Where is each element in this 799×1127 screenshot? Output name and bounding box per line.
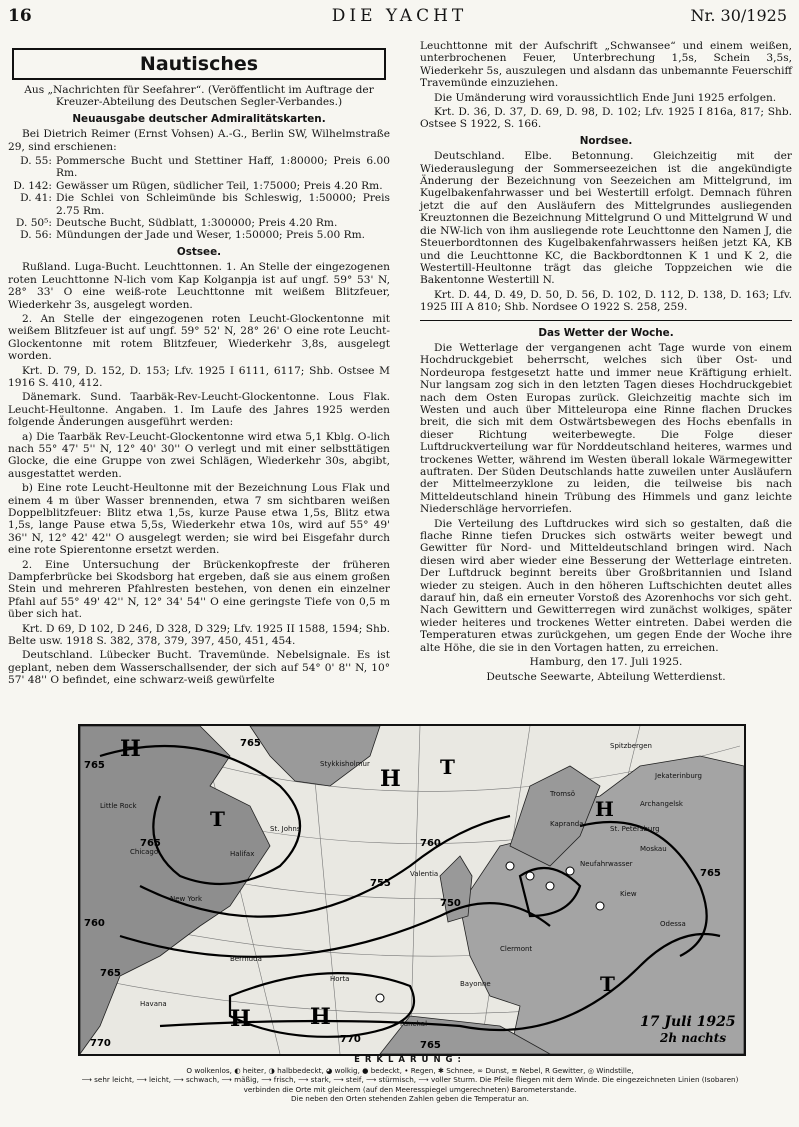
place-name: Valentia — [410, 870, 439, 878]
land-north-america — [80, 726, 270, 1054]
pressure-label: H — [310, 1004, 331, 1030]
place-name: Spitzbergen — [610, 742, 652, 750]
station-marker — [546, 882, 554, 890]
isobar-value: 765 — [100, 968, 121, 979]
place-name: Tromsö — [550, 790, 576, 798]
place-name: St. Petersburg — [610, 825, 660, 833]
chart-desc: Gewässer um Rügen, südlicher Teil, 1:75000; Preis 4.20 Rm. — [56, 179, 383, 192]
heading-charts: Neuausgabe deutscher Admiralitätskarten. — [72, 112, 326, 125]
paragraph: 2. Eine Untersuchung der Brückenkopfreste der früheren Dampferbrücke bei Skodsborg hat ergeben, daß sie aus einem großen Stein und mehreren Pfahlresten bestehen, von denen ein einzelner Pfahl auf 55° 49' 42'' N, 12° 34' 54'' O eine geringste Tiefe von 0,5 m über sich hat. — [8, 558, 390, 621]
paragraph: Leuchttonne mit der Aufschrift „Schwansee“ und einem weißen, unterbrochenen Feuer, Unterbrechung 1,5s, Schein 3,5s, Wiederkehr 5s, auszulegen und alsdann das unbemannte Feuerschiff Travemünde einzuziehen. — [420, 40, 792, 90]
place-name: Neufahrwasser — [580, 860, 633, 868]
isobar-value: 750 — [440, 898, 461, 909]
charts-intro: Bei Dietrich Reimer (Ernst Vohsen) A.-G., Berlin SW, Wilhelmstraße 29, sind erschienen: — [8, 128, 390, 153]
list-item — [8, 180, 390, 192]
intro-text: Aus „Nachrichten für Seefahrer“. (Veröffentlicht im Auftrage der Kreuzer-Abteilung des Deutschen Segler-Verbandes.) — [24, 84, 374, 109]
chart-key: D. 142: — [13, 179, 52, 192]
heading-nordsee: Nordsee. — [579, 134, 633, 147]
chart-list — [8, 155, 390, 242]
place-name: Archangelsk — [640, 800, 683, 808]
place-name: Bayonne — [460, 980, 491, 988]
place-name: Odessa — [660, 920, 686, 928]
map-legend — [78, 1056, 742, 1104]
pressure-label: H — [595, 797, 614, 821]
dateline: Hamburg, den 17. Juli 1925. — [529, 656, 683, 669]
land-britain — [440, 856, 472, 922]
list-item — [8, 192, 390, 217]
divider — [420, 320, 792, 321]
weather-map — [78, 724, 746, 1056]
heading-ostsee: Ostsee. — [176, 245, 222, 258]
isobar-value: 765 — [140, 838, 161, 849]
place-name: New York — [170, 895, 203, 903]
pressure-label: T — [440, 755, 455, 779]
paragraph: 2. An Stelle der eingezogenen roten Leucht-Glockentonne mit weißem Blitzfeuer ist auf ungf. 59° 52' N, 28° 26' O eine rote Leucht-Glockentonne mit rotem Blitzfeuer, Wiederkehr 3,8s, ausgelegt worden. — [8, 312, 390, 363]
left-column — [8, 48, 390, 689]
paragraph: Die Verteilung des Luftdruckes wird sich so gestalten, daß die flache Rinne tiefen Druckes sich ostwärts weiter bewegt und Gewitter für Nord- und Mitteldeutschland bringen wird. Nach diesen wird aber wieder eine Besserung der Wetterlage eintreten. Der Luftdruck beginnt bereits über Großbritannien und Island wieder zu steigen. Auch in den höheren Luftschichten deutet alles darauf hin, daß ein erneuter Vorstoß des Azorenhochs vor sich geht. Nach Gewittern und Gewitterregen wird zunächst wolkiges, später wieder heiteres und trockenes Wetter eintreten. Dabei werden die Temperaturen etwas zurückgehen, um gegen Ende der Woche ihre alte Höhe, die sie in den Vortagen hatten, zu erreichen. — [420, 517, 792, 654]
paragraph: Deutschland. Elbe. Betonnung. Gleichzeitig mit der Wiederauslegung der Sommerseezeichen ist die angekündigte Änderung der Bezeichnung von Seezeichen am Mittelgrund, im Kugelbakenfahrwasser und bei Westertill erfolgt. Demnach führen jetzt die auf den Ausläufern des Mittelgrundes ausliegenden Kreuztonnen die Bezeichnung Mittelgrund O und Mittelgrund W und die NW-lich von ihm ausliegende rote Leuchttonne den Namen J, die Steuerbordtonnen des Kugelbakenfahrwassers heißen jetzt KA, KB und die Leuchttonne KC, die Backbordtonnen K 1 und K 2, die Westertill-Heultonne trägt das gleiche Toppzeichen wie die Bakentonne Westertill N. — [420, 150, 792, 287]
paragraph: b) Eine rote Leucht-Heultonne mit der Bezeichnung Lous Flak und einem 4 m über Wasser brennenden, etwa 7 sm sichtbaren weißen Doppelblitzfeuer: Blitz etwa 1,5s, kurze Pause etwa 1,5s, Blitz etwa 1,5s, lange Pause etwa 5,5s, Wiederkehr etwa 10s, wird auf 55° 49' 36'' N, 12° 42' 42'' O ausgelegt werden; sie wird bei Eisgefahr durch eine rote Spierentonne ersetzt werden. — [8, 482, 390, 557]
place-name: Chicago — [130, 848, 159, 856]
place-name: Halifax — [230, 850, 255, 858]
paragraph: Rußland. Luga-Bucht. Leuchttonnen. 1. An Stelle der eingezogenen roten Leuchttonne N-lich vom Kap Kolganpja ist auf ungf. 59° 53' N, 28° 33' O eine weiß-rote Leuchttonne mit weißem Blitzfeuer, Wiederkehr 3s, ausgelegt worden. — [8, 261, 390, 311]
list-item — [8, 217, 390, 229]
place-name: Little Rock — [100, 802, 137, 810]
list-item — [8, 155, 390, 180]
map-time-stamp: 2h nachts — [660, 1031, 727, 1045]
chart-desc: Pommersche Bucht und Stettiner Haff, 1:80000; Preis 6.00 Rm. — [56, 155, 390, 180]
station-marker — [526, 872, 534, 880]
map-date-stamp: 17 Juli 1925 — [640, 1014, 736, 1030]
pressure-label: H — [230, 1006, 251, 1032]
pressure-label: H — [380, 766, 401, 792]
isobar-value: 765 — [420, 1040, 441, 1051]
isobar-value: 755 — [370, 878, 391, 889]
place-name: Moskau — [640, 845, 667, 853]
pressure-label: T — [600, 972, 615, 996]
page-header — [0, 6, 799, 28]
list-item — [8, 229, 390, 241]
section-title: Nautisches — [139, 52, 259, 75]
place-name: Kiew — [620, 890, 637, 898]
land-masses — [80, 726, 744, 1054]
paragraph: Krt. D. 79, D. 152, D. 153; Lfv. 1925 I 6111, 6117; Shb. Ostsee M 1916 S. 410, 412. — [8, 364, 390, 389]
place-name: Jekaterinburg — [655, 772, 702, 780]
station-marker — [506, 862, 514, 870]
isobar-value: 760 — [420, 838, 441, 849]
pressure-label: H — [120, 736, 141, 762]
pressure-label: T — [210, 807, 225, 831]
paragraph: Krt. D. 36, D. 37, D. 69, D. 98, D. 102; Lfv. 1925 I 816a, 817; Shb. Ostsee S 1922, S. 166. — [420, 106, 792, 131]
chart-key: D. 50⁵: — [15, 217, 52, 230]
paragraph: a) Die Taarbäk Rev-Leucht-Glockentonne wird etwa 5,1 Kblg. O-lich nach 55° 47' 5'' N, 12° 40' 30'' O verlegt und mit einer selbsttätigen Glocke, die eine Gruppe von zwei Schlägen, Wiederkehr 30s, abgibt, ausgestattet werden. — [8, 430, 390, 480]
place-name: Bermuda — [230, 955, 262, 963]
legend-line: O wolkenlos, ◐ heiter, ◑ halbbedeckt, ◕ wolkig, ● bedeckt, • Regen, ✱ Schnee, ∞ Dunst, ≡ Nebel, R Gewitter, ◎ Windstille, — [186, 1065, 634, 1075]
place-name: Horta — [330, 975, 350, 983]
weather-map-svg — [80, 726, 744, 1054]
station-marker — [596, 902, 604, 910]
chart-desc: Die Schlei von Schleimünde bis Schleswig, 1:50000; Preis 2.75 Rm. — [56, 192, 390, 217]
section-title-box — [12, 48, 386, 80]
paragraph: Die Wetterlage der vergangenen acht Tage wurde von einem Hochdruckgebiet beherrscht, welches sich über Ost- und Nordeuropa festgesetzt hatte und immer neue Kräftigung erhielt. Nur langsam zog sich in den letzten Tagen dieses Hochdruckgebiet nach dem Osten Europas zurück. Gleichzeitig machte sich im Westen und auch über Mitteleuropa eine Rinne flachen Druckes breit, die sich mit dem Ostwärtsbewegen des Hochs ebenfalls in dieser Richtung weiterbewegte. Die Folge dieser Luftdruckverteilung war für Norddeutschland heiteres, warmes und trockenes Wetter, während im Westen überall lokale Wärmegewitter auftraten. Der Süden Deutschlands hatte zuweilen unter Ausläufern der Mittelmeerzyklone zu leiden, die teilweise bis nach Mitteldeutschland hinein Trübung des Himmels und ganz leichte Niederschläge hervorriefen. — [420, 341, 792, 516]
station-marker — [566, 867, 574, 875]
place-name: Havana — [140, 1000, 167, 1008]
isobar-value: 765 — [84, 760, 105, 771]
paragraph: Krt. D. 44, D. 49, D. 50, D. 56, D. 102, D. 112, D. 138, D. 163; Lfv. 1925 III A 810; Shb. Nordsee O 1922 S. 258, 259. — [420, 288, 792, 314]
place-name: Clermont — [500, 945, 533, 953]
station-marker — [376, 994, 384, 1002]
magazine-title: DIE YACHT — [331, 6, 468, 26]
legend-line: ⟶ sehr leicht, ⟶ leicht, ⟶ schwach, ⟶ mäßig, ⟶ frisch, ⟶ stark, ⟶ steif, ⟶ stürmisch, ⟶ voller Sturm. Die Pfeile fliegen mit dem Winde. Die eingezeichneten Linien (Isobaren) verbinden die Orte mit gleichem (auf den Meeresspiegel umgerechneten) Barometerstande. — [81, 1075, 739, 1094]
legend-line: Die neben den Orten stehenden Zahlen geben die Temperatur an. — [291, 1094, 529, 1103]
paragraph: Deutschland. Lübecker Bucht. Travemünde. Nebelsignale. Es ist geplant, neben dem Wasserschallsender, der sich auf 54° 0' 8'' N, 10° 57' 48'' O befindet, eine schwarz-weiß gewürfelte — [8, 649, 390, 687]
place-name: Kapranda — [550, 820, 584, 828]
chart-key: D. 55: — [20, 155, 52, 168]
paragraph: Die Umänderung wird voraussichtlich Ende Juni 1925 erfolgen. — [434, 91, 777, 104]
paragraph: Krt. D 69, D 102, D 246, D 328, D 329; Lfv. 1925 II 1588, 1594; Shb. Belte usw. 1918 S. 382, 378, 379, 397, 450, 451, 454. — [8, 622, 390, 648]
legend-title: ERKLÄRUNG: — [354, 1055, 466, 1065]
isobar-value: 770 — [340, 1034, 361, 1045]
place-name: Stykkisholmur — [320, 760, 370, 768]
place-name: Funchal — [400, 1020, 428, 1028]
place-name: St. Johns — [270, 825, 301, 833]
isobar-value: 765 — [700, 868, 721, 879]
isobar-value: 765 — [240, 738, 261, 749]
page-number: 16 — [8, 6, 32, 26]
heading-wetter: Das Wetter der Woche. — [538, 326, 674, 339]
chart-key: D. 56: — [20, 229, 52, 242]
chart-desc: Mündungen der Jade und Weser, 1:50000; Preis 5.00 Rm. — [56, 229, 365, 242]
isobar-value: 760 — [84, 918, 105, 929]
issue-number: Nr. 30/1925 — [690, 6, 787, 25]
chart-key: D. 41: — [20, 192, 52, 205]
signature: Deutsche Seewarte, Abteilung Wetterdienst. — [486, 670, 726, 683]
right-column — [420, 40, 792, 685]
chart-desc: Deutsche Bucht, Südblatt, 1:300000; Preis 4.20 Rm. — [56, 217, 338, 230]
isobar-value: 770 — [90, 1038, 111, 1049]
paragraph: Dänemark. Sund. Taarbäk-Rev-Leucht-Glockentonne. Lous Flak. Leucht-Heultonne. Angaben. 1. Im Laufe des Jahres 1925 werden folgende Änderungen ausgeführt werden: — [8, 391, 390, 429]
